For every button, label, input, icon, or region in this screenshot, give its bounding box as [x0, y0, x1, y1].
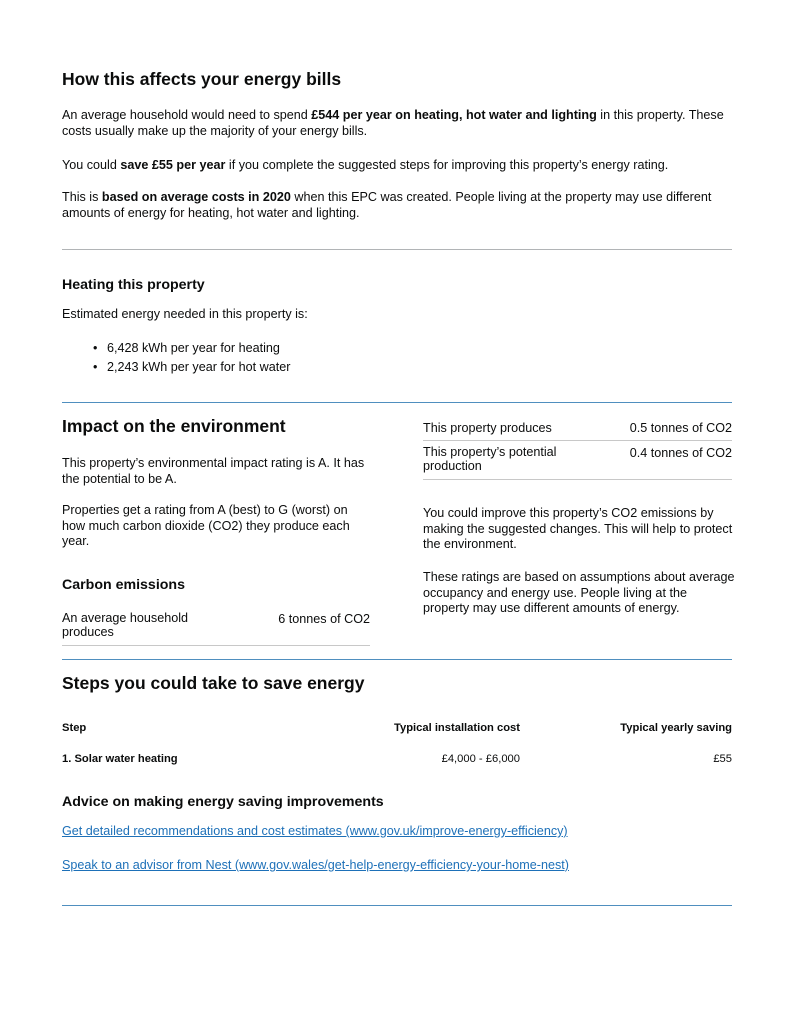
bills-p3-pre: This is — [62, 190, 102, 204]
bills-p1-pre: An average household would need to spend — [62, 108, 312, 122]
average-household-label: An average household produces — [62, 611, 189, 639]
nest-advisor-link[interactable]: Speak to an advisor from Nest (www.gov.wales/get-help-energy-efficiency-your-home-nest) — [62, 858, 569, 872]
bills-heading: How this affects your energy bills — [62, 69, 342, 89]
environment-heading: Impact on the environment — [62, 416, 286, 436]
table-divider — [423, 479, 732, 480]
environment-rating-text: This property’s environmental impact rating is A. It has the potential to be A. — [62, 456, 365, 486]
co2-improve-text: You could improve this property’s CO2 emissions by making the suggested changes. This will help to protect the environment. — [423, 506, 733, 551]
bills-p1-post: in this property. These costs usually make up the majority of your energy bills. — [62, 108, 724, 138]
heating-list — [93, 339, 291, 377]
section-divider — [62, 249, 732, 250]
bullet-icon: • — [93, 360, 98, 374]
bills-p2-post: if you complete the suggested steps for improving this property’s energy rating. — [225, 158, 669, 172]
potential-production-label: This property’s potential production — [423, 445, 557, 473]
bills-paragraph-saving — [62, 158, 732, 174]
produces-value: 0.5 tonnes of CO2 — [629, 421, 732, 435]
heating-item-text: 6,428 kWh per year for heating — [107, 341, 280, 355]
bullet-icon: • — [93, 341, 98, 355]
table-row-cost: £4,000 - £6,000 — [441, 753, 520, 765]
bills-paragraph-basis — [62, 190, 732, 221]
bills-p3-post: when this EPC was created. People living at the property may use different amounts of energy for heating, hot water and lighting. — [62, 190, 712, 220]
list-item — [93, 358, 291, 377]
bills-p2-bold: save £55 per year — [120, 158, 226, 172]
steps-col-saving: Typical yearly saving — [620, 722, 732, 734]
heating-item-text: 2,243 kWh per year for hot water — [107, 360, 291, 374]
bills-p3-bold: based on average costs in 2020 — [101, 190, 291, 204]
bills-p2-pre: You could — [62, 158, 121, 172]
section-divider — [62, 402, 732, 403]
advice-heading: Advice on making energy saving improvements — [62, 794, 384, 810]
section-divider — [62, 905, 732, 906]
heating-heading: Heating this property — [62, 277, 205, 293]
improve-energy-efficiency-link[interactable]: Get detailed recommendations and cost estimates (www.gov.uk/improve-energy-efficiency) — [62, 824, 568, 838]
table-row-step: 1. Solar water heating — [62, 753, 178, 765]
table-divider — [62, 645, 370, 646]
steps-col-cost: Typical installation cost — [394, 722, 520, 734]
steps-heading: Steps you could take to save energy — [62, 673, 365, 693]
table-divider — [423, 440, 732, 441]
ratings-assumptions-text: These ratings are based on assumptions about average occupancy and energy use. People living at the property may use different amounts of energy. — [423, 570, 735, 615]
bills-paragraph-cost — [62, 108, 732, 139]
potential-production-value: 0.4 tonnes of CO2 — [629, 446, 732, 460]
table-row-saving: £55 — [713, 753, 732, 765]
list-item — [93, 339, 290, 358]
environment-rating-scale-text: Properties get a rating from A (best) to G (worst) on how much carbon dioxide (CO2) they produce each year. — [62, 503, 350, 548]
average-household-value: 6 tonnes of CO2 — [278, 612, 370, 626]
carbon-heading: Carbon emissions — [62, 577, 185, 593]
bills-p1-bold: £544 per year on heating, hot water and lighting — [311, 108, 597, 122]
produces-label: This property produces — [423, 421, 552, 435]
section-divider — [62, 659, 732, 660]
steps-col-step: Step — [62, 722, 87, 734]
heating-intro: Estimated energy needed in this property is: — [62, 307, 308, 321]
